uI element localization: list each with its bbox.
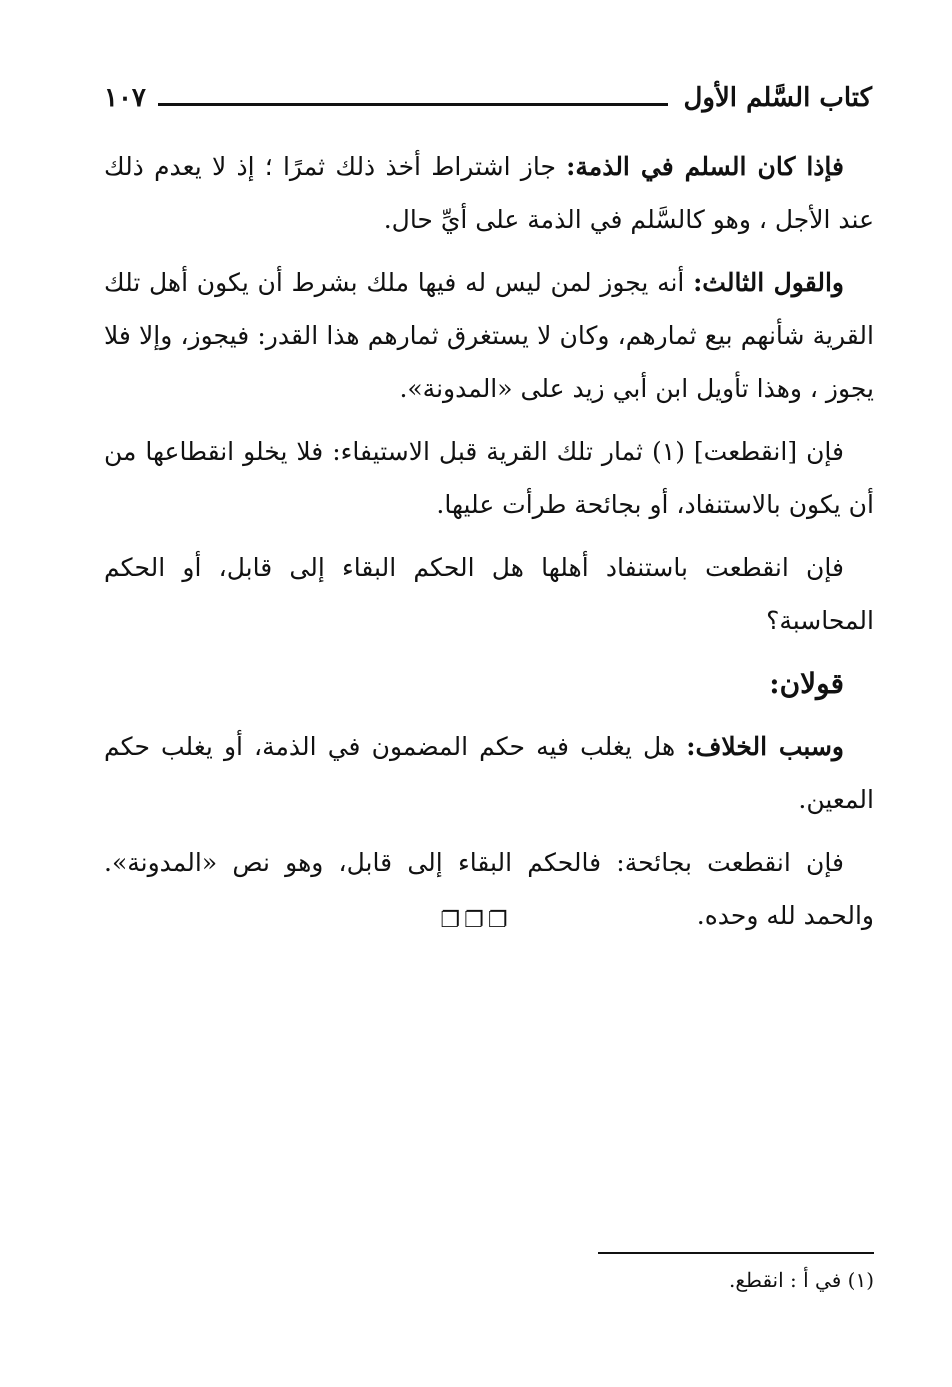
paragraph-text: فإن انقطعت بجائحة: فالحكم البقاء إلى قابل، وهو نص «المدونة». والحمد لله وحده. — [104, 848, 874, 930]
paragraph — [104, 720, 874, 826]
paragraph — [104, 140, 874, 246]
paragraph-lead: والقول الثالث: — [693, 268, 845, 297]
running-header — [104, 78, 872, 118]
paragraph-text: فإن [انقطعت] (١) ثمار تلك القرية قبل الاستيفاء: فلا يخلو انقطاعها من أن يكون بالاستنفاد، أو بجائحة طرأت عليها. — [104, 437, 874, 519]
paragraph — [104, 425, 874, 531]
page-number: ١٠٧ — [104, 83, 146, 113]
paragraph-lead: وسبب الخلاف: — [686, 732, 844, 761]
header-rule — [158, 103, 668, 106]
section-heading: قولان: — [769, 667, 844, 700]
footnote: (١) في أ : انقطع. — [729, 1268, 874, 1292]
main-text — [104, 140, 874, 952]
paragraph — [104, 541, 874, 647]
paragraph-text: هل يغلب فيه حكم المضمون في الذمة، أو يغلب حكم المعين. — [104, 732, 874, 814]
paragraph-text: أنه يجوز لمن ليس له فيها ملك بشرط أن يكون أهل تلك القرية شأنهم بيع ثمارهم، وكان لا يستغرق ثمارهم هذا القدر: فيجوز، وإلا فلا يجوز ، وهذا تأويل ابن أبي زيد على «المدونة». — [104, 268, 874, 403]
paragraph-text: فإن انقطعت باستنفاد أهلها هل الحكم البقاء إلى قابل، أو الحكم المحاسبة؟ — [104, 553, 874, 635]
paragraph-text: جاز اشتراط أخذ ذلك ثمرًا ؛ إذ لا يعدم ذلك عند الأجل ، وهو كالسَّلم في الذمة على أيِّ حال. — [104, 152, 874, 234]
header-title: كتاب السَّلم الأول — [683, 83, 872, 113]
footnote-rule — [598, 1252, 874, 1254]
section-end-ornament: ❐❐❐ — [440, 908, 512, 933]
paragraph-lead: فإذا كان السلم في الذمة: — [566, 152, 845, 181]
paragraph — [104, 256, 874, 415]
